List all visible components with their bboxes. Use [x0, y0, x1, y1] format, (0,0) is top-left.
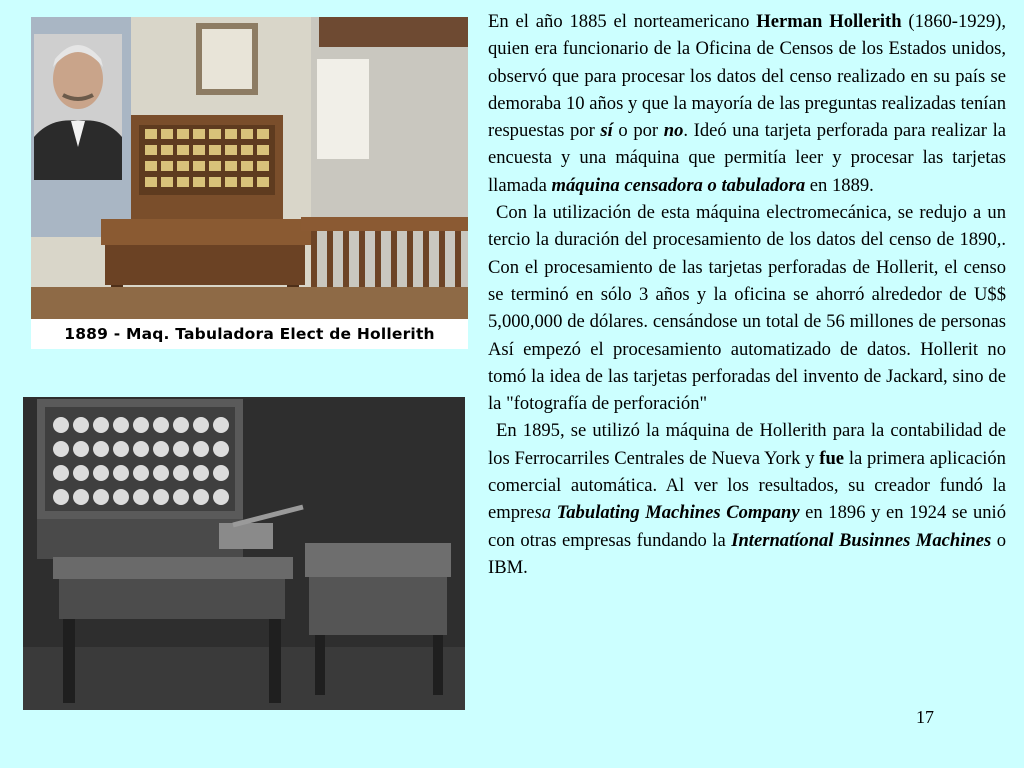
p2-text: Con la utilización de esta máquina electromecánica, se redujo a un tercio la duración del procesamiento de los datos del censo de 1890,. Con el procesamiento de las tarjetas perforadas de Hollerit, el censo se terminó en sólo 3 años y la oficina se ahorró alrededor de U$$ 5,000,000 de dólares. censándose un total de 56 millones de personas Así empezó el procesamiento automatizado de datos. Hollerit no tomó la idea de las tarjetas perforadas del invento de Jackard, sino de la "fotografía de perforación" [488, 202, 1006, 415]
p1-text-4: . Ideó una tarjeta perforada para realizar la encuesta y una máquina que permitía leer y procesar las tarjetas llamada [488, 120, 1006, 196]
page-number: 17 [916, 707, 934, 727]
p3-text-2: la primera aplicación comercial automática. Al ver los resultados, su creador fundó la empre [488, 447, 1006, 524]
hollerith-machine-illustration [23, 397, 465, 710]
p1-emph-si: sí [600, 120, 613, 142]
paragraph-1 [488, 8, 1006, 199]
tabulator-photo-illustration [31, 17, 468, 319]
body-text [488, 8, 1006, 581]
p3-bold-fue: fue [819, 447, 845, 469]
p1-text-5: en 1889. [805, 174, 874, 196]
p1-text-3: o por [612, 120, 664, 142]
p1-emph-machine: máquina censadora o tabuladora [551, 174, 806, 196]
paragraph-3 [488, 417, 1006, 581]
p3-text-4: o IBM. [488, 529, 1006, 578]
p3-emph-company: Tabulating Machines Company [556, 502, 800, 524]
paragraph-2 [488, 199, 1006, 417]
photo-caption: 1889 - Maq. Tabuladora Elect de Hollerith [31, 319, 468, 349]
p3-emph-ibm-name: Internatíonal Businnes Machines [731, 529, 992, 551]
p1-text-1: En el año 1885 el norteamericano [488, 11, 757, 32]
p3-text-3: en 1896 y en 1924 se unió con otras empresas fundando la [488, 502, 1006, 551]
p1-emph-no: no [663, 120, 684, 142]
p3-italic-sa: sa [534, 502, 552, 524]
p1-bold-name: Herman Hollerith [756, 11, 902, 32]
p3-text-1: En 1895, se utilizó la máquina de Hollerith para la contabilidad de los Ferrocarriles Centrales de Nueva York y [488, 420, 1006, 469]
tabulator-photo [31, 17, 468, 349]
hollerith-machine-photo [23, 397, 465, 710]
p1-text-2: (1860-1929), quien era funcionario de la Oficina de Censos de los Estados unidos, observó que para procesar los datos del censo realizado en su país se demoraba 10 años y que la mayoría de las preguntas realizadas tenían respuestas por [488, 11, 1007, 142]
